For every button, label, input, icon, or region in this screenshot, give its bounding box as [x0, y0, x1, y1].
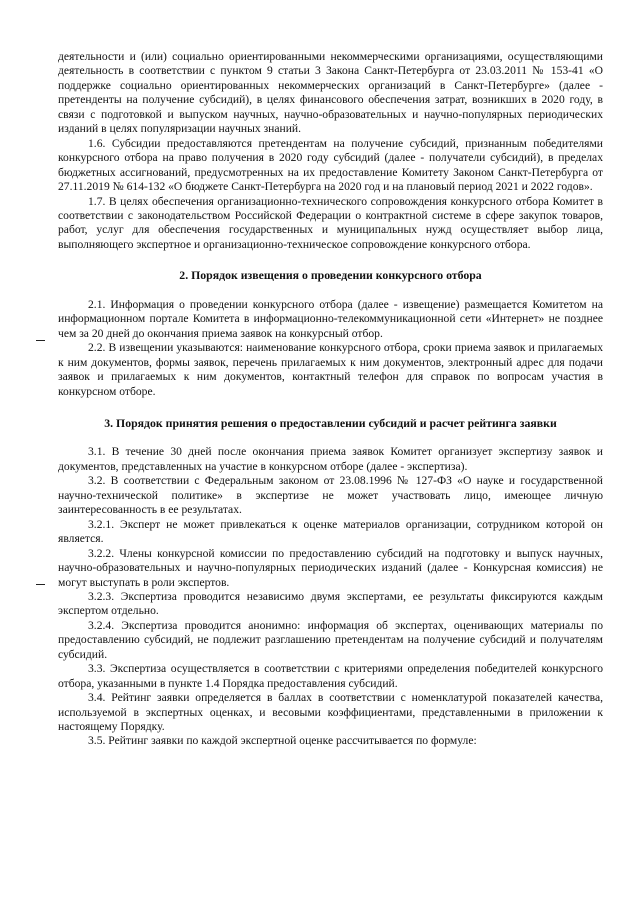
paragraph-3-2-3: 3.2.3. Экспертиза проводится независимо двумя экспертами, ее результаты фиксируются каждым экспертом отдельно. — [58, 589, 603, 618]
document-page — [58, 50, 603, 749]
paragraph-3-2-2: 3.2.2. Члены конкурсной комиссии по предоставлению субсидий на подготовку и выпуск научных, научно-образовательных и научно-популярных периодических изданий (далее - Конкурсная комиссия) не могут выступать в роли экспертов. — [58, 546, 603, 589]
margin-mark — [36, 340, 45, 341]
section-3-heading: 3. Порядок принятия решения о предоставлении субсидий и расчет рейтинга заявки — [104, 415, 557, 430]
paragraph-3-2: 3.2. В соответствии с Федеральным законом от 23.08.1996 № 127-ФЗ «О науке и государственной научно-технической политике» в экспертизе не может участвовать лицо, имеющее личную заинтересованность в ее результатах. — [58, 474, 603, 517]
paragraph-3-4: 3.4. Рейтинг заявки определяется в баллах в соответствии с номенклатурой показателей качества, используемой в экспертных оценках, и весовыми коэффициентами, представленными в приложении к настоящему Порядку. — [58, 691, 603, 734]
paragraph-continuation: деятельности и (или) социально ориентированными некоммерческими организациями, осуществляющими деятельность в соответствии с пунктом 9 статьи 3 Закона Санкт-Петербурга от 23.03.2011 № 153-41 «О поддержке социально ориентированных некоммерческих организаций в Санкт-Петербурге» (далее - претенденты на получение субсидий), в целях финансового обеспечения затрат, возникших в 2020 году, в связи с подготовкой и выпуском научных, научно-образовательных и научно-популярных периодических изданий в целях популяризации научных знаний. — [58, 50, 603, 136]
margin-mark — [36, 584, 45, 585]
paragraph-3-1: 3.1. В течение 30 дней после окончания приема заявок Комитет организует экспертизу заявок и документов, представленных на участие в конкурсном отборе (далее - экспертиза). — [58, 445, 603, 473]
paragraph-3-2-1: 3.2.1. Эксперт не может привлекаться к оценке материалов организации, сотрудником которой он является. — [58, 517, 603, 546]
section-2-heading: 2. Порядок извещения о проведении конкурсного отбора — [179, 268, 482, 283]
paragraph-1-7: 1.7. В целях обеспечения организационно-технического сопровождения конкурсного отбора Комитет в соответствии с законодательством Российской Федерации о контрактной системе в сфере закупок товаров, работ, услуг для обеспечения государственных и муниципальных нужд осуществляет выбор лица, выполняющего экспертное и организационно-техническое сопровождение конкурсного отбора. — [58, 194, 603, 251]
paragraph-1-6: 1.6. Субсидии предоставляются претендентам на получение субсидий, признанным победителями конкурсного отбора на право получения в 2020 году субсидий (далее - получатели субсидий), в пределах бюджетных ассигнований, предусмотренных на их предоставление Комитету Законом Санкт-Петербурга от 27.11.2019 № 614-132 «О бюджете Санкт-Петербурга на 2020 год и на плановый период 2021 и 2022 годов». — [58, 136, 603, 194]
paragraph-3-3: 3.3. Экспертиза осуществляется в соответствии с критериями определения победителей конкурсного отбора, указанными в пункте 1.4 Порядка предоставления субсидий. — [58, 662, 603, 690]
paragraph-3-5: 3.5. Рейтинг заявки по каждой экспертной оценке рассчитывается по формуле: — [88, 734, 477, 748]
paragraph-2-1: 2.1. Информация о проведении конкурсного отбора (далее - извещение) размещается Комитетом на информационном портале Комитета в информационно-телекоммуникационной сети «Интернет» не позднее чем за 20 дней до окончания приема заявок на конкурсный отбор. — [58, 297, 603, 340]
paragraph-3-2-4: 3.2.4. Экспертиза проводится анонимно: информация об экспертах, оценивающих материалы по предоставлению субсидий, не подлежит разглашению претендентам на получение субсидий и получателям субсидий. — [58, 618, 603, 661]
paragraph-2-2: 2.2. В извещении указываются: наименование конкурсного отбора, сроки приема заявок и прилагаемых к ним документов, формы заявок, перечень прилагаемых к ним документов, электронный адрес для подачи заявок и прилагаемых к ним документов, контактный телефон для справок по вопросам участия в конкурсном отборе. — [58, 341, 603, 398]
